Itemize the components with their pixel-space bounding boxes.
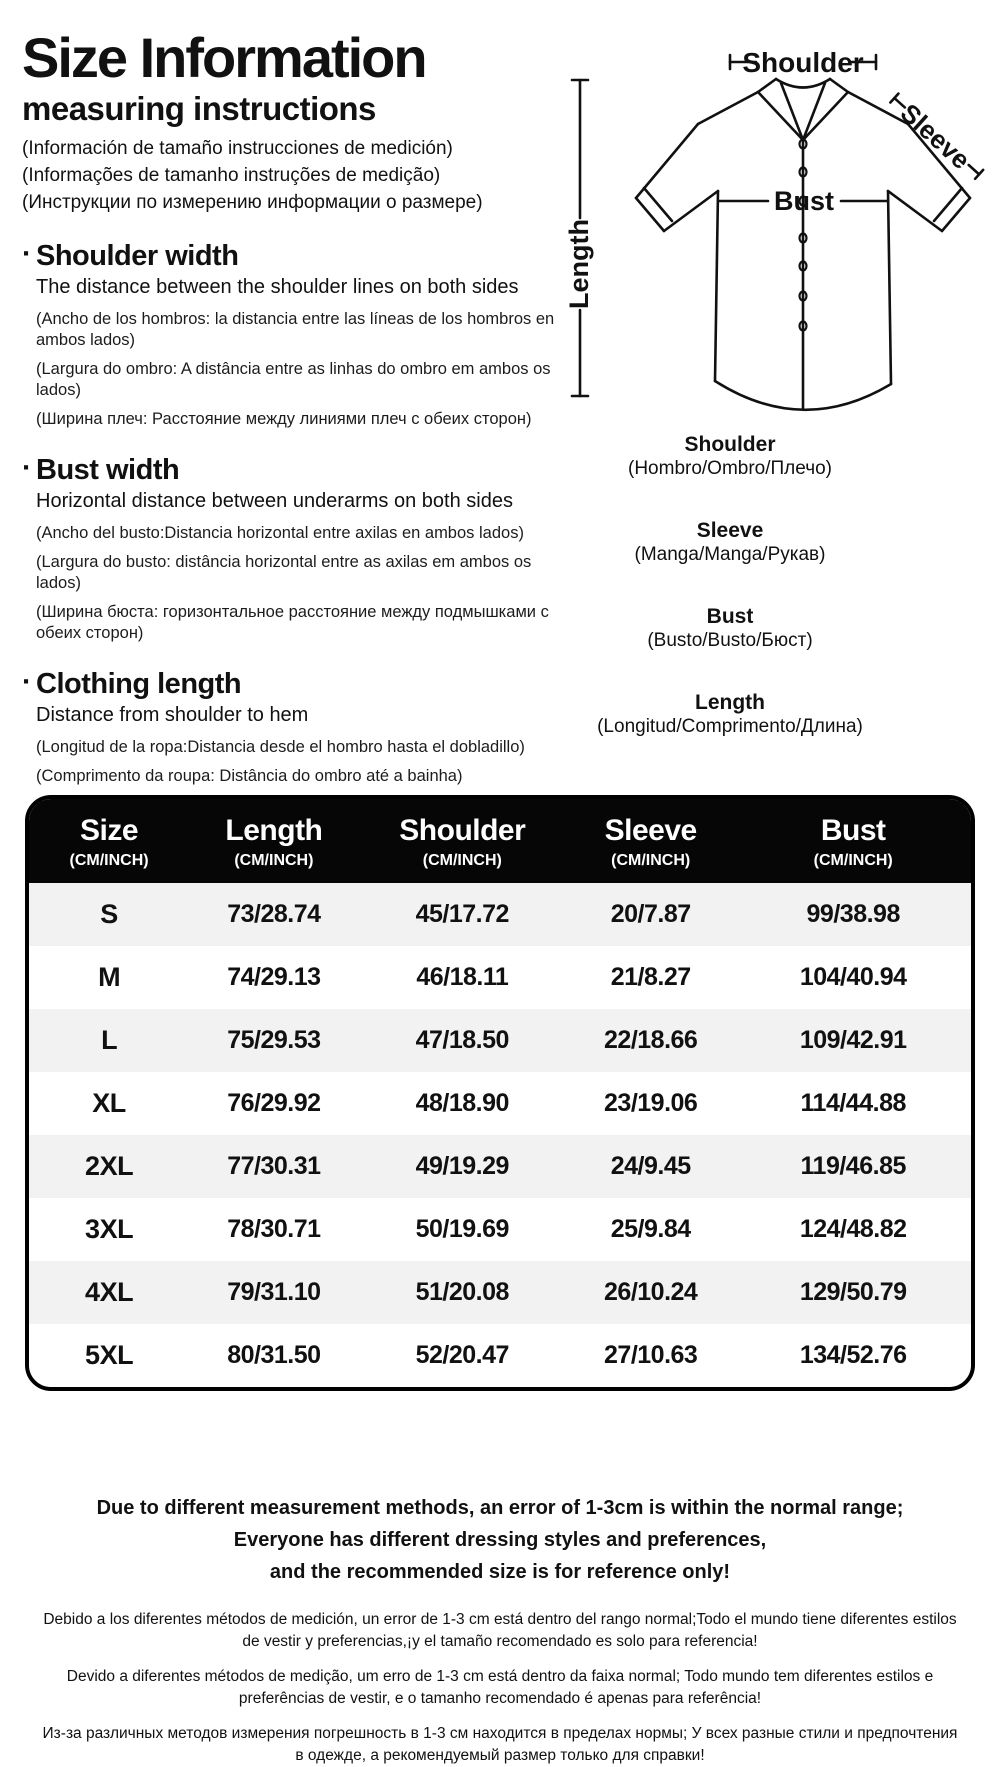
shirt-measurement-diagram	[558, 28, 998, 418]
column-header-shoulder	[359, 814, 566, 870]
cell-length: 78/30.71	[227, 1215, 321, 1243]
section-description: The distance between the shoulder lines on both sides	[36, 276, 519, 298]
cell-bust: 129/50.79	[799, 1278, 907, 1306]
disclaimer-line: Due to different measurement methods, an error of 1-3cm is within the normal range;	[96, 1497, 904, 1519]
cell-length: 73/28.74	[227, 900, 321, 928]
diagram-bust-label: Bust	[774, 186, 834, 216]
section-clothing-length	[22, 668, 567, 816]
section-heading	[22, 240, 567, 273]
disclaimer-line: Everyone has different dressing styles and preferences,	[233, 1529, 767, 1551]
cell-size: L	[101, 1025, 118, 1055]
disclaimer-translations	[0, 1609, 1000, 1767]
table-row-4xl	[29, 1261, 971, 1324]
legend-term: Sleeve	[696, 519, 764, 542]
cell-shoulder: 47/18.50	[415, 1026, 509, 1054]
shirt-diagram-svg	[558, 28, 998, 418]
subtitle-translation-pt: (Informações de tamanho instruções de medição)	[22, 164, 441, 186]
cell-sleeve: 21/8.27	[610, 963, 691, 991]
cell-size: 2XL	[85, 1151, 134, 1181]
table-row-xl	[29, 1072, 971, 1135]
disclaimer-line: and the recommended size is for reference only!	[269, 1561, 731, 1583]
size-table-header	[29, 799, 971, 883]
section-translation-pt: (Comprimento da roupa: Distância do ombro até a bainha)	[36, 767, 463, 785]
cell-shoulder: 50/19.69	[415, 1215, 509, 1243]
column-title: Sleeve	[604, 814, 697, 847]
column-title: Bust	[820, 814, 886, 847]
legend-term: Length	[695, 691, 765, 714]
cell-shoulder: 52/20.47	[415, 1341, 509, 1369]
cell-shoulder: 45/17.72	[415, 900, 509, 928]
column-unit: (CM/INCH)	[813, 852, 893, 869]
cell-length: 75/29.53	[227, 1026, 321, 1054]
cell-sleeve: 23/19.06	[604, 1089, 698, 1117]
cell-sleeve: 22/18.66	[604, 1026, 698, 1054]
legend-term: Bust	[706, 605, 754, 628]
cell-bust: 109/42.91	[799, 1026, 907, 1054]
column-title: Size	[80, 814, 139, 847]
disclaimer-es: Debido a los diferentes métodos de medición, un error de 1-3 cm está dentro del rango normal;Todo el mundo tiene diferentes estilos de vestir y preferencias,¡y el tamaño recomendado es solo para referencia!	[43, 1611, 957, 1650]
table-row-2xl	[29, 1135, 971, 1198]
cell-length: 79/31.10	[227, 1278, 321, 1306]
cell-bust: 124/48.82	[799, 1215, 907, 1243]
section-heading-text: Clothing length	[36, 668, 242, 700]
diagram-shoulder-label: Shoulder	[742, 47, 864, 78]
subtitle-translation-ru: (Инструкции по измерению информации о размере)	[22, 191, 483, 213]
cell-bust: 99/38.98	[806, 900, 900, 928]
size-table	[25, 795, 975, 1391]
subtitle-translation-es: (Información de tamaño instrucciones de medición)	[22, 137, 453, 159]
diagram-sleeve-label: Sleeve	[894, 97, 977, 176]
cell-bust: 114/44.88	[800, 1089, 906, 1117]
section-translation-pt: (Largura do busto: distância horizontal entre as axilas em ambos os lados)	[36, 553, 532, 592]
cell-shoulder: 48/18.90	[415, 1089, 509, 1117]
section-heading	[22, 454, 567, 487]
cell-bust: 104/40.94	[799, 963, 907, 991]
cell-bust: 119/46.85	[800, 1152, 906, 1180]
disclaimer-ru: Из-за различных методов измерения погрешность в 1-3 см находится в пределах нормы; У всех разные стили и предпочтения в одежде, а рекомендуемый размер только для справки!	[42, 1725, 958, 1764]
section-translation-es: (Longitud de la ropa:Distancia desde el hombro hasta el dobladillo)	[36, 738, 525, 756]
section-translation-es: (Ancho del busto:Distancia horizontal entre axilas en ambos lados)	[36, 524, 524, 542]
section-heading-text: Shoulder width	[36, 240, 239, 272]
column-header-bust	[735, 814, 971, 870]
legend-translation: (Hombro/Ombro/Плечо)	[628, 458, 832, 479]
column-unit: (CM/INCH)	[611, 852, 691, 869]
table-row-l	[29, 1009, 971, 1072]
section-description: Distance from shoulder to hem	[36, 704, 309, 726]
cell-size: 3XL	[85, 1214, 134, 1244]
footer-disclaimer	[0, 1492, 1000, 1767]
cell-length: 80/31.50	[227, 1341, 321, 1369]
column-header-length	[189, 814, 359, 870]
cell-sleeve: 20/7.87	[610, 900, 691, 928]
legend-item-bust	[560, 604, 900, 653]
column-unit: (CM/INCH)	[234, 852, 314, 869]
cell-size: 5XL	[85, 1340, 134, 1370]
column-unit: (CM/INCH)	[422, 852, 502, 869]
section-translation-ru: (Ширина плеч: Расстояние между линиями плеч с обеих сторон)	[36, 410, 532, 428]
section-heading	[22, 668, 567, 701]
legend-translation: (Manga/Manga/Рукав)	[634, 544, 826, 565]
cell-length: 74/29.13	[227, 963, 321, 991]
section-description: Horizontal distance between underarms on both sides	[36, 490, 513, 512]
page-title: Size Information	[22, 26, 426, 89]
section-translation-es: (Ancho de los hombros: la distancia entre las líneas de los hombros en ambos lados)	[36, 310, 555, 349]
column-title: Length	[225, 814, 323, 847]
bullet-dot: ·	[22, 238, 32, 270]
column-unit: (CM/INCH)	[69, 852, 149, 869]
legend-translation: (Busto/Busto/Бюст)	[647, 630, 813, 651]
cell-sleeve: 25/9.84	[610, 1215, 691, 1243]
section-shoulder-width	[22, 240, 567, 430]
cell-sleeve: 24/9.45	[610, 1152, 691, 1180]
measuring-sections	[22, 240, 567, 840]
cell-shoulder: 49/19.29	[415, 1152, 509, 1180]
section-translation-ru: (Ширина бюста: горизонтальное расстояние между подмышками с обеих сторон)	[36, 603, 549, 642]
bullet-dot: ·	[22, 666, 32, 698]
intro-block	[22, 26, 562, 216]
diagram-legend	[560, 432, 900, 776]
cell-length: 76/29.92	[227, 1089, 321, 1117]
cell-bust: 134/52.76	[799, 1341, 907, 1369]
column-title: Shoulder	[399, 814, 526, 847]
cell-shoulder: 46/18.11	[416, 963, 509, 991]
legend-term: Shoulder	[684, 433, 776, 456]
legend-item-length	[560, 690, 900, 739]
disclaimer-english	[0, 1492, 1000, 1588]
legend-translation: (Longitud/Comprimento/Длина)	[597, 716, 863, 737]
section-bust-width	[22, 454, 567, 644]
cell-size: XL	[92, 1088, 126, 1118]
cell-length: 77/30.31	[227, 1152, 321, 1180]
disclaimer-pt: Devido a diferentes métodos de medição, um erro de 1-3 cm está dentro da faixa normal; Todo mundo tem diferentes estilos e preferências de vestir, e o tamanho recomendado é apenas para referência!	[66, 1668, 934, 1707]
table-row-m	[29, 946, 971, 1009]
cell-shoulder: 51/20.08	[415, 1278, 509, 1306]
table-row-5xl	[29, 1324, 971, 1387]
cell-sleeve: 26/10.24	[604, 1278, 698, 1306]
section-translation-pt: (Largura do ombro: A distância entre as linhas do ombro em ambos os lados)	[36, 360, 551, 399]
diagram-length-label: Length	[564, 219, 594, 309]
section-heading-text: Bust width	[36, 454, 180, 486]
cell-sleeve: 27/10.63	[604, 1341, 698, 1369]
legend-item-shoulder	[560, 432, 900, 481]
cell-size: 4XL	[85, 1277, 134, 1307]
table-row-s	[29, 883, 971, 946]
legend-item-sleeve	[560, 518, 900, 567]
cell-size: M	[98, 962, 121, 992]
cell-size: S	[100, 899, 118, 929]
table-row-3xl	[29, 1198, 971, 1261]
bullet-dot: ·	[22, 452, 32, 484]
page-subtitle: measuring instructions	[22, 90, 376, 127]
column-header-size	[29, 814, 189, 870]
column-header-sleeve	[566, 814, 736, 870]
